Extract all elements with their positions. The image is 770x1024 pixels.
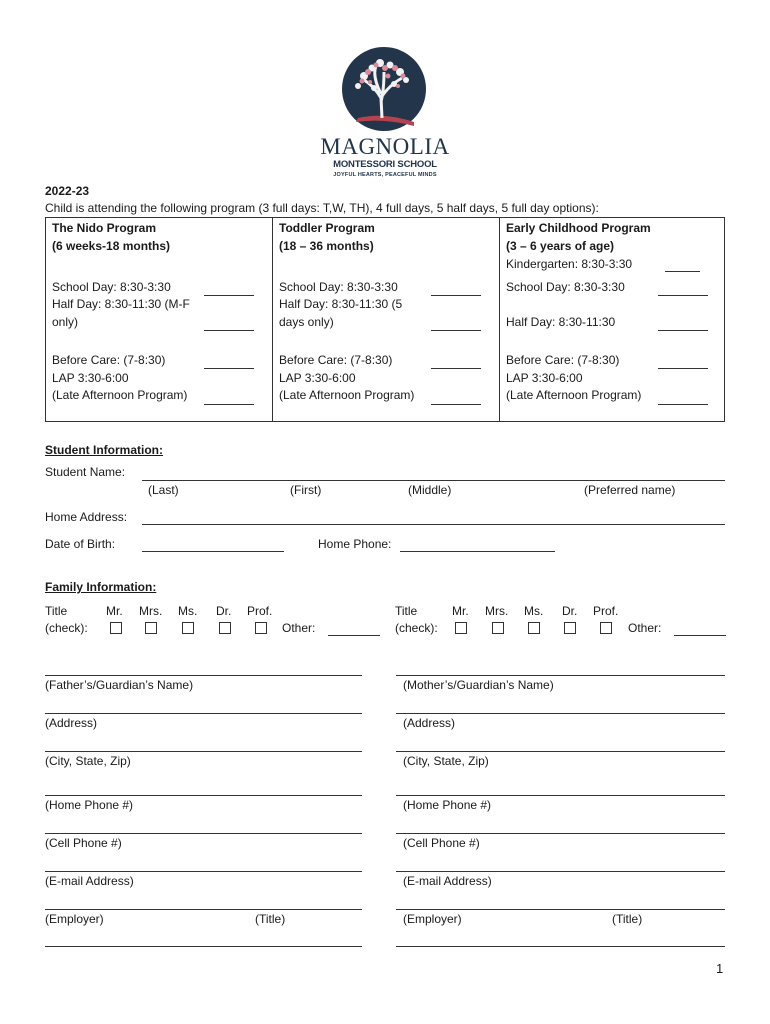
mother-employer-caption: (Employer) <box>403 912 462 926</box>
student-name-field[interactable] <box>142 480 725 481</box>
program-title: Early Childhood Program <box>506 221 651 235</box>
program-ages: (3 – 6 years of age) <box>506 239 615 253</box>
title-dr-label: Dr. <box>216 604 232 618</box>
mother-name-caption: (Mother’s/Guardian’s Name) <box>403 678 554 692</box>
father-cell-phone-caption: (Cell Phone #) <box>45 836 122 850</box>
school-day-option: School Day: 8:30-3:30 <box>506 280 625 294</box>
father-mr-checkbox[interactable] <box>110 622 122 634</box>
home-address-label: Home Address: <box>45 510 128 524</box>
mother-email-caption: (E-mail Address) <box>403 874 492 888</box>
program-title: Toddler Program <box>279 221 375 235</box>
mother-home-phone-caption: (Home Phone #) <box>403 798 492 812</box>
home-phone-field[interactable] <box>400 551 555 552</box>
lap-blank[interactable] <box>204 404 254 405</box>
dob-field[interactable] <box>142 551 284 552</box>
title-prof-label: Prof. <box>593 604 619 618</box>
program-ages: (6 weeks-18 months) <box>52 239 171 253</box>
title-mrs-label: Mrs. <box>139 604 163 618</box>
other-label: Other: <box>282 621 316 635</box>
program-ages: (18 – 36 months) <box>279 239 374 253</box>
school-day-blank[interactable] <box>204 295 254 296</box>
page-number: 1 <box>716 961 724 976</box>
lap-option: LAP 3:30-6:00 <box>506 371 583 385</box>
mother-email-field[interactable] <box>396 871 725 872</box>
title-mrs-label: Mrs. <box>485 604 509 618</box>
father-employer-title-line[interactable] <box>45 946 362 947</box>
father-employer-field[interactable] <box>45 909 362 910</box>
mother-home-phone-field[interactable] <box>396 795 725 796</box>
father-name-caption: (Father’s/Guardian’s Name) <box>45 678 194 692</box>
title-ms-label: Ms. <box>178 604 198 618</box>
mother-employer-title-line[interactable] <box>396 946 725 947</box>
father-title-caption: (Title) <box>255 912 286 926</box>
before-care-blank[interactable] <box>658 368 708 369</box>
title-mr-label: Mr. <box>452 604 469 618</box>
student-info-heading: Student Information: <box>45 443 163 457</box>
mother-dr-checkbox[interactable] <box>564 622 576 634</box>
mother-city-caption: (City, State, Zip) <box>403 754 489 768</box>
father-city-field[interactable] <box>45 751 362 752</box>
half-day-option-cont: days only) <box>279 315 334 329</box>
father-email-field[interactable] <box>45 871 362 872</box>
half-day-option: Half Day: 8:30-11:30 <box>506 315 616 329</box>
father-name-field[interactable] <box>45 675 362 676</box>
father-cell-phone-field[interactable] <box>45 833 362 834</box>
father-dr-checkbox[interactable] <box>219 622 231 634</box>
school-day-option: School Day: 8:30-3:30 <box>279 280 398 294</box>
father-prof-checkbox[interactable] <box>255 622 267 634</box>
father-home-phone-field[interactable] <box>45 795 362 796</box>
mother-mr-checkbox[interactable] <box>455 622 467 634</box>
last-name-caption: (Last) <box>148 483 179 497</box>
lap-note: (Late Afternoon Program) <box>279 388 415 402</box>
mother-title-caption: (Title) <box>612 912 643 926</box>
school-logo <box>318 46 452 182</box>
check-label: (check): <box>395 621 438 635</box>
logo-tagline: JOYFUL HEARTS, PEACEFUL MINDS <box>333 172 437 178</box>
program-table <box>45 217 725 422</box>
mother-other-field[interactable] <box>674 635 726 636</box>
father-ms-checkbox[interactable] <box>182 622 194 634</box>
lap-option: LAP 3:30-6:00 <box>52 371 129 385</box>
title-dr-label: Dr. <box>562 604 578 618</box>
mother-address-field[interactable] <box>396 713 725 714</box>
nido-program-column <box>46 218 272 421</box>
father-mrs-checkbox[interactable] <box>145 622 157 634</box>
mother-prof-checkbox[interactable] <box>600 622 612 634</box>
title-label: Title <box>395 604 418 618</box>
title-label: Title <box>45 604 68 618</box>
father-address-caption: (Address) <box>45 716 98 730</box>
toddler-program-column <box>272 218 500 421</box>
program-intro: Child is attending the following program (3 full days: T,W, TH), 4 full days, 5 half days, 5 full day options): <box>45 201 599 215</box>
father-employer-caption: (Employer) <box>45 912 104 926</box>
preferred-name-caption: (Preferred name) <box>584 483 676 497</box>
half-day-option-cont: only) <box>52 315 79 329</box>
mother-cell-phone-caption: (Cell Phone #) <box>403 836 480 850</box>
first-name-caption: (First) <box>290 483 322 497</box>
mother-city-field[interactable] <box>396 751 725 752</box>
logo-wordmark: MAGNOLIA <box>320 134 450 159</box>
lap-note: (Late Afternoon Program) <box>506 388 642 402</box>
before-care-option: Before Care: (7-8:30) <box>279 353 393 367</box>
mother-ms-checkbox[interactable] <box>528 622 540 634</box>
father-city-caption: (City, State, Zip) <box>45 754 131 768</box>
lap-note: (Late Afternoon Program) <box>52 388 188 402</box>
lap-blank[interactable] <box>431 404 481 405</box>
student-name-label: Student Name: <box>45 465 126 479</box>
father-other-field[interactable] <box>328 635 380 636</box>
title-mr-label: Mr. <box>106 604 123 618</box>
program-title: The Nido Program <box>52 221 157 235</box>
lap-blank[interactable] <box>658 404 708 405</box>
school-year: 2022-23 <box>45 184 90 198</box>
school-day-blank[interactable] <box>658 295 708 296</box>
before-care-blank[interactable] <box>431 368 481 369</box>
family-info-heading: Family Information: <box>45 580 157 594</box>
title-ms-label: Ms. <box>524 604 544 618</box>
father-home-phone-caption: (Home Phone #) <box>45 798 134 812</box>
school-day-option: School Day: 8:30-3:30 <box>52 280 171 294</box>
half-day-blank[interactable] <box>431 330 481 331</box>
school-day-blank[interactable] <box>431 295 481 296</box>
mother-mrs-checkbox[interactable] <box>492 622 504 634</box>
mother-name-field[interactable] <box>396 675 725 676</box>
half-day-blank[interactable] <box>658 330 708 331</box>
before-care-option: Before Care: (7-8:30) <box>506 353 620 367</box>
logo-subtitle: MONTESSORI SCHOOL <box>333 159 437 170</box>
magnolia-tree-icon <box>318 46 452 134</box>
before-care-blank[interactable] <box>204 368 254 369</box>
before-care-option: Before Care: (7-8:30) <box>52 353 166 367</box>
home-phone-label: Home Phone: <box>318 537 392 551</box>
kindergarten-blank[interactable] <box>665 271 700 272</box>
kindergarten-option: Kindergarten: 8:30-3:30 <box>506 257 633 271</box>
home-address-field[interactable] <box>142 524 725 525</box>
middle-name-caption: (Middle) <box>408 483 452 497</box>
mother-cell-phone-field[interactable] <box>396 833 725 834</box>
mother-employer-field[interactable] <box>396 909 725 910</box>
title-prof-label: Prof. <box>247 604 273 618</box>
father-address-field[interactable] <box>45 713 362 714</box>
father-email-caption: (E-mail Address) <box>45 874 134 888</box>
check-label: (check): <box>45 621 88 635</box>
early-childhood-program-column <box>499 218 725 421</box>
dob-label: Date of Birth: <box>45 537 116 551</box>
lap-option: LAP 3:30-6:00 <box>279 371 356 385</box>
mother-address-caption: (Address) <box>403 716 456 730</box>
half-day-blank[interactable] <box>204 330 254 331</box>
other-label: Other: <box>628 621 662 635</box>
half-day-option: Half Day: 8:30-11:30 (M-F <box>52 297 190 311</box>
half-day-option: Half Day: 8:30-11:30 (5 <box>279 297 403 311</box>
